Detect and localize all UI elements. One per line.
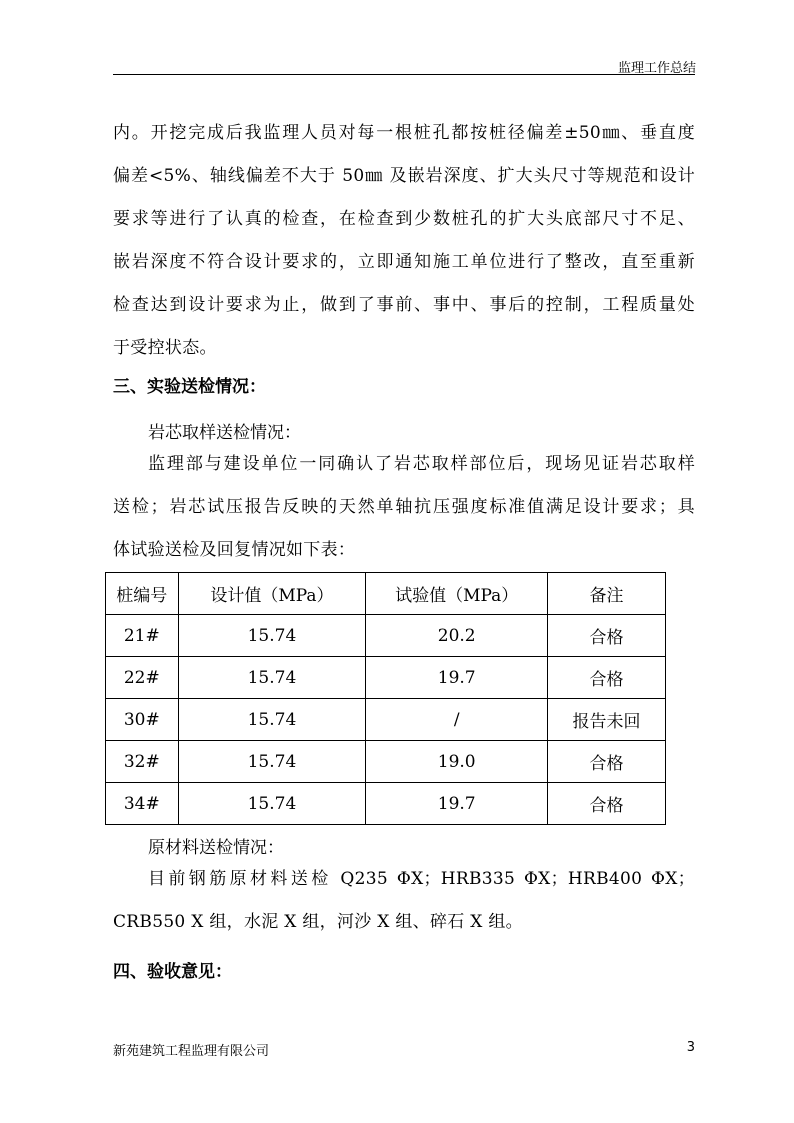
paragraph-line: 于受控状态。 [113, 338, 217, 358]
table-row [106, 741, 666, 783]
table-cell: 19.7 [366, 657, 548, 699]
table-header-row [106, 573, 666, 615]
paragraph-line: 体试验送检及回复情况如下表： [113, 540, 356, 560]
rock-core-subheading: 岩芯取样送检情况： [148, 423, 301, 443]
raw-material-paragraph [113, 858, 695, 944]
rock-core-paragraph [113, 443, 695, 572]
table-row [106, 615, 666, 657]
inspection-paragraph [113, 112, 695, 370]
section-heading-testing: 三、实验送检情况： [113, 377, 266, 397]
section-heading-acceptance: 四、验收意见： [113, 962, 232, 982]
table-cell: 32# [106, 741, 179, 783]
paragraph-line: 送检；岩芯试压报告反映的天然单轴抗压强度标准值满足设计要求；具 [113, 497, 695, 517]
paragraph-line: 嵌岩深度不符合设计要求的，立即通知施工单位进行了整改，直至重新 [113, 252, 695, 272]
table-cell: 合格 [548, 741, 666, 783]
table-cell: 合格 [548, 615, 666, 657]
page-number: 3 [686, 1040, 695, 1055]
paragraph-line: 偏差<5%、轴线偏差不大于 50㎜ 及嵌岩深度、扩大头尺寸等规范和设计 [113, 166, 695, 186]
paragraph-line: 内。开挖完成后我监理人员对每一根桩孔都按桩径偏差±50㎜、垂直度 [113, 123, 695, 143]
paragraph-line: 监理部与建设单位一同确认了岩芯取样部位后，现场见证岩芯取样 [148, 454, 695, 474]
table-cell: 报告未回 [548, 699, 666, 741]
table-cell: 15.74 [178, 699, 366, 741]
table-cell: 34# [106, 783, 179, 825]
table-cell: 19.0 [366, 741, 548, 783]
table-row [106, 657, 666, 699]
paragraph-line: 检查达到设计要求为止，做到了事前、事中、事后的控制，工程质量处 [113, 295, 695, 315]
header-divider [113, 74, 695, 75]
table-cell: 合格 [548, 783, 666, 825]
column-header-test-value: 试验值（MPa） [366, 573, 548, 615]
table-cell: 15.74 [178, 741, 366, 783]
rock-core-results-table [105, 572, 666, 825]
table-cell: 15.74 [178, 615, 366, 657]
table-row [106, 783, 666, 825]
table-cell: 30# [106, 699, 179, 741]
table-cell: 19.7 [366, 783, 548, 825]
table-row [106, 699, 666, 741]
table-cell: 20.2 [366, 615, 548, 657]
raw-material-subheading: 原材料送检情况： [148, 838, 284, 858]
paragraph-line: 目前钢筋原材料送检 Q235 ΦX；HRB335 ΦX；HRB400 ΦX； [148, 869, 695, 889]
table-cell: 21# [106, 615, 179, 657]
table-cell: / [366, 699, 548, 741]
table-cell: 15.74 [178, 783, 366, 825]
column-header-pile-no: 桩编号 [106, 573, 179, 615]
paragraph-line: CRB550 X 组，水泥 X 组，河沙 X 组、碎石 X 组。 [113, 912, 523, 932]
table-cell: 合格 [548, 657, 666, 699]
running-header: 监理工作总结 [617, 61, 696, 76]
column-header-remark: 备注 [548, 573, 666, 615]
paragraph-line: 要求等进行了认真的检查，在检查到少数桩孔的扩大头底部尺寸不足、 [113, 209, 695, 229]
table-cell: 22# [106, 657, 179, 699]
table-cell: 15.74 [178, 657, 366, 699]
footer-company-name: 新苑建筑工程监理有限公司 [113, 1044, 270, 1059]
column-header-design-value: 设计值（MPa） [178, 573, 366, 615]
